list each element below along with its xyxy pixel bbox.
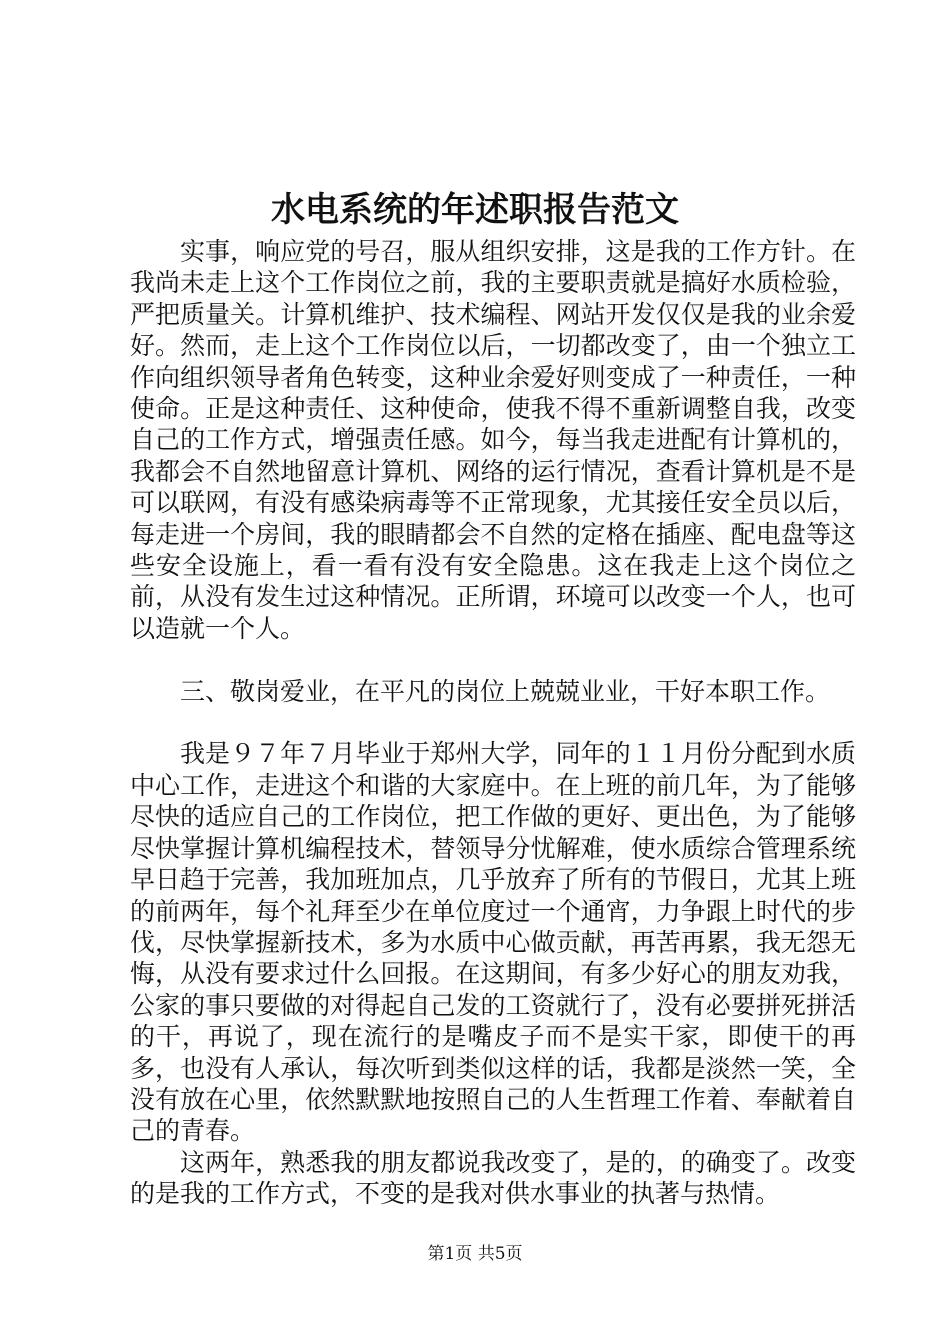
paragraph-1: 实事，响应党的号召，服从组织安排，这是我的工作方针。在我尚未走上这个工作岗位之前，我的主要职责就是搞好水质检验，严把质量关。计算机维护、技术编程、网站开发仅仅是我的业余爱好。然而，走上这个工作岗位以后，一切都改变了，由一个独立工作向组织领导者角色转变，这种业余爱好则变成了一种责任，一种使命。正是这种责任、这种使命，使我不得不重新调整自我，改变自己的工作方式，增强责任感。如今，每当我走进配有计算机的，我都会不自然地留意计算机、网络的运行情况，查看计算机是不是可以联网，有没有感染病毒等不正常现象，尤其接任安全员以后，每走进一个房间，我的眼睛都会不自然的定格在插座、配电盘等这些安全设施上，看一看有没有安全隐患。这在我走上这个岗位之前，从没有发生过这种情况。正所谓，环境可以改变一个人，也可以造就一个人。 [130, 237, 856, 643]
page-title: 水电系统的年述职报告范文 [271, 190, 679, 230]
paragraph-spacer [130, 707, 856, 738]
document-body [130, 236, 856, 1210]
paragraph-spacer [130, 644, 856, 675]
paragraph-3: 这两年，熟悉我的朋友都说我改变了，是的，的确变了。改变的是我的工作方式，不变的是我对供水事业的执著与热情。 [130, 1147, 856, 1209]
paragraph-2: 我是９７年７月毕业于郑州大学，同年的１１月份分配到水质中心工作，走进这个和谐的大家庭中。在上班的前几年，为了能够尽快的适应自己的工作岗位，把工作做的更好、更出色，为了能够尽快掌握计算机编程技术，替领导分忧解难，使水质综合管理系统早日趋于完善，我加班加点，几乎放弃了所有的节假日，尤其上班的前两年，每个礼拜至少在单位度过一个通宵，力争跟上时代的步伐，尽快掌握新技术，多为水质中心做贡献，再苦再累，我无怨无悔，从没有要求过什么回报。在这期间，有多少好心的朋友劝我，公家的事只要做的对得起自己发的工资就行了，没有必要拼死拼活的干，再说了，现在流行的是嘴皮子而不是实干家，即使干的再多，也没有人承认，每次听到类似这样的话，我都是淡然一笑，全没有放在心里，依然默默地按照自己的人生哲理工作着、奉献着自己的青春。 [130, 739, 856, 1146]
section-heading-3: 三、敬岗爱业，在平凡的岗位上兢兢业业，干好本职工作。 [180, 676, 831, 706]
page-footer: 第1页 共5页 [427, 1244, 523, 1264]
